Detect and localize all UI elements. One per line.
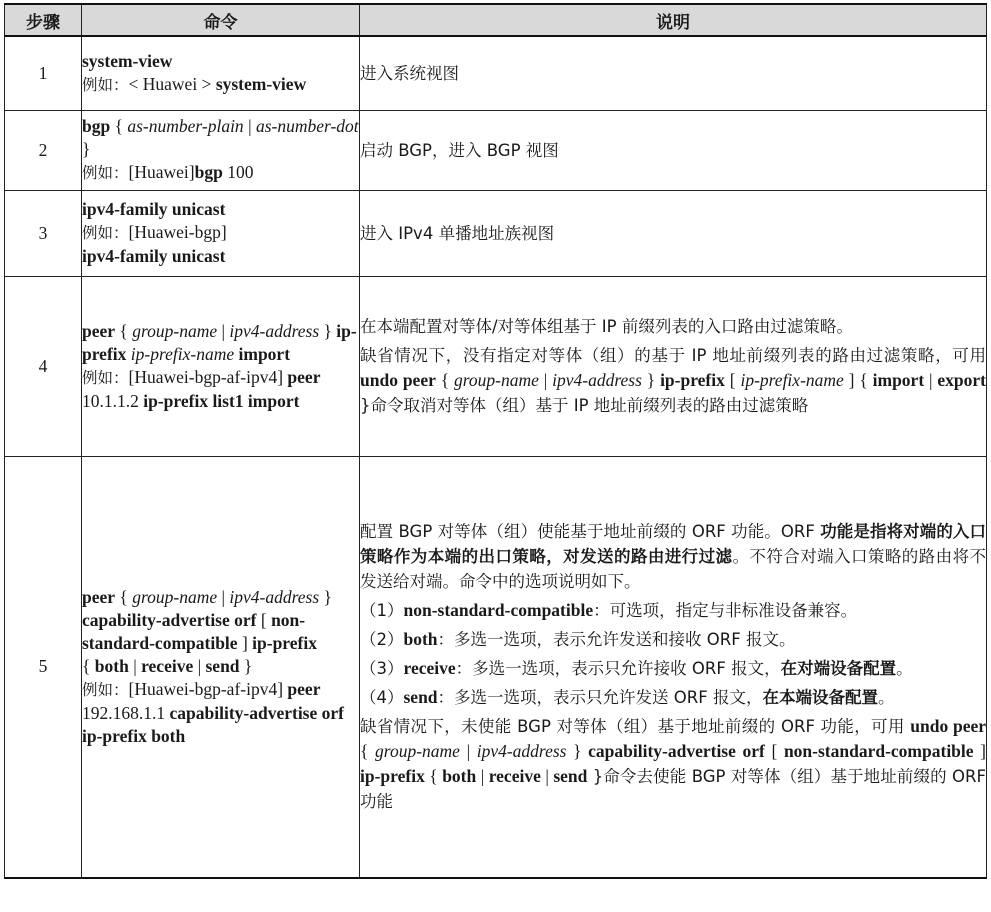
- command-keyword: send: [553, 766, 588, 787]
- param: ipv4-address: [229, 320, 320, 341]
- param: as-number-dot: [255, 116, 359, 136]
- command-keyword: receive: [141, 655, 194, 676]
- command-keyword: capability-advertise orf: [588, 741, 765, 762]
- command-keyword: both: [403, 629, 438, 650]
- command-keyword: receive: [488, 766, 541, 787]
- option-number: （4）: [360, 688, 404, 708]
- param: ipv4-address: [476, 741, 567, 762]
- example-label: 例如：: [82, 164, 129, 182]
- desc-text: 缺省情况下，没有指定对等体（组）的基于 IP 地址前缀列表的路由过滤策略，可用: [360, 346, 986, 365]
- command-keyword: peer: [287, 678, 321, 699]
- syntax-pipe: |: [459, 741, 477, 762]
- value: 192.168.1.1: [82, 702, 170, 723]
- option-number: （3）: [360, 659, 404, 679]
- command-keyword: system-view: [82, 50, 173, 71]
- option-item: [360, 598, 986, 623]
- command-keyword: peer: [287, 366, 321, 387]
- param: group-name: [454, 370, 539, 390]
- syntax-pipe: |: [538, 370, 553, 390]
- table-row: [5, 276, 987, 456]
- step-number: 4: [5, 276, 82, 456]
- desc-emphasis: 在本端设备配置: [762, 688, 878, 708]
- command-keyword: ipv4-family unicast: [82, 246, 226, 266]
- option-number: （1）: [360, 601, 404, 621]
- prompt: [Huawei-bgp]: [128, 222, 227, 242]
- prompt: < Huawei >: [128, 73, 216, 94]
- command-keyword: both: [442, 766, 477, 787]
- header-step: 步骤: [5, 4, 82, 36]
- param: group-name: [132, 320, 218, 341]
- step-number: 2: [5, 110, 82, 190]
- param: ipv4-address: [552, 370, 642, 390]
- param: ip-prefix-name: [130, 343, 235, 364]
- command-keyword: ip-prefix: [82, 320, 357, 364]
- value: 100: [222, 162, 254, 182]
- syntax-pipe: |: [540, 766, 554, 787]
- param: as-number-plain: [127, 116, 244, 136]
- command-keyword: non-standard-compatible: [783, 741, 974, 762]
- syntax-brace: {: [115, 586, 133, 607]
- table-row: [5, 36, 987, 110]
- command-keyword: bgp: [194, 162, 223, 182]
- param: group-name: [375, 741, 460, 762]
- syntax-bracket: [: [764, 741, 784, 762]
- header-description: 说明: [360, 4, 987, 36]
- command-keyword: send: [205, 655, 240, 676]
- syntax-pipe: |: [924, 370, 938, 390]
- command-keyword: ip-prefix: [360, 766, 425, 787]
- example-label: 例如：: [82, 75, 129, 94]
- command-keyword: capability-advertise orf ip-prefix both: [82, 702, 344, 746]
- desc-text: ：多选一选项，表示只允许发送 ORF 报文，: [437, 688, 763, 708]
- param: ip-prefix-name: [740, 370, 844, 390]
- command-keyword: ip-prefix list1 import: [143, 390, 300, 411]
- step-number: 3: [5, 190, 82, 276]
- desc-text: }命令去使能 BGP 对等体（组）基于地址前缀的 ORF 功能: [360, 767, 986, 812]
- syntax-pipe: |: [193, 655, 206, 676]
- desc-text: 。: [896, 659, 913, 679]
- syntax-bracket: [: [256, 609, 272, 630]
- desc-text: ：可选项，指定与非标准设备兼容。: [593, 601, 858, 621]
- syntax-brace: {: [435, 370, 454, 390]
- desc-text: 缺省情况下，未使能 BGP 对等体（组）基于地址前缀的 ORF 功能，可用: [360, 717, 911, 737]
- command-keyword: peer: [82, 320, 116, 341]
- example-label: 例如：: [82, 368, 129, 387]
- option-item: [360, 627, 986, 652]
- syntax-brace: }: [319, 320, 337, 341]
- config-steps-table: [4, 3, 987, 879]
- desc-text: 。: [877, 688, 895, 708]
- table-row: [5, 456, 987, 878]
- table-row: [5, 190, 987, 276]
- param: group-name: [132, 586, 218, 607]
- syntax-brace: }: [319, 586, 332, 607]
- desc-text: }命令取消对等体（组）基于 IP 地址前缀列表的路由过滤策略: [360, 396, 809, 415]
- example-label: 例如：: [82, 224, 129, 242]
- command-keyword: receive: [403, 658, 456, 679]
- syntax-brace: {: [110, 116, 128, 136]
- command-cell: [82, 190, 360, 276]
- command-keyword: undo peer: [910, 716, 986, 737]
- desc-emphasis: 在对端设备配置: [780, 659, 897, 679]
- syntax-brace: {: [115, 320, 133, 341]
- syntax-brace: }: [239, 655, 253, 676]
- command-cell: [82, 110, 360, 190]
- description-cell: [360, 456, 987, 878]
- syntax-brace: }: [641, 370, 661, 390]
- param: ipv4-address: [229, 586, 320, 607]
- example-label: 例如：: [82, 680, 129, 699]
- command-cell: [82, 276, 360, 456]
- command-keyword: non-standard-compatible: [403, 600, 594, 621]
- description-cell: 进入系统视图: [360, 36, 987, 110]
- desc-text: ：多选一选项，表示允许发送和接收 ORF 报文。: [437, 630, 796, 650]
- value: 10.1.1.2: [82, 390, 144, 411]
- command-keyword: send: [403, 687, 438, 708]
- desc-text: 。不符合对端入口策略的路由将不发送给对端。命令中的选项说明如下。: [360, 547, 987, 592]
- prompt: [Huawei]: [128, 162, 195, 182]
- description-paragraph: [360, 519, 986, 594]
- command-cell: [82, 456, 360, 878]
- syntax-bracket: [: [724, 370, 741, 390]
- syntax-bracket: ] {: [843, 370, 873, 390]
- syntax-bracket: ]: [973, 741, 986, 762]
- prompt: [Huawei-bgp-af-ipv4]: [128, 366, 288, 387]
- desc-emphasis: 功能是指将对端的入口策略作为本端的出口策略，对发送的路由进行过滤: [360, 522, 987, 567]
- syntax-brace: {: [360, 741, 376, 762]
- syntax-bracket: ]: [237, 632, 253, 653]
- desc-text: ：多选一选项，表示只允许接收 ORF 报文，: [455, 659, 781, 679]
- syntax-pipe: |: [128, 655, 142, 676]
- command-keyword: bgp: [82, 116, 111, 136]
- description-paragraph: [360, 714, 986, 814]
- description-cell: 进入 IPv4 单播地址族视图: [360, 190, 987, 276]
- description-paragraph: [360, 343, 986, 418]
- command-keyword: ip-prefix: [660, 370, 725, 390]
- command-keyword: ipv4-family unicast: [82, 199, 226, 219]
- desc-text: 配置 BGP 对等体（组）使能基于地址前缀的 ORF 功能。ORF: [360, 522, 821, 542]
- command-keyword: system-view: [215, 73, 307, 94]
- command-keyword: undo peer: [360, 370, 436, 390]
- description-paragraph: 在本端配置对等体/对等体组基于 IP 前缀列表的入口路由过滤策略。: [360, 317, 853, 336]
- table-row: [5, 110, 987, 190]
- command-keyword: capability-advertise orf: [82, 609, 257, 630]
- command-keyword: import: [872, 370, 925, 390]
- syntax-pipe: |: [217, 320, 230, 341]
- option-number: （2）: [360, 630, 404, 650]
- step-number: 5: [5, 456, 82, 878]
- header-command: 命令: [82, 4, 360, 36]
- description-cell: [360, 276, 987, 456]
- option-item: [360, 656, 986, 681]
- command-keyword: peer: [82, 586, 116, 607]
- command-keyword: both: [94, 655, 129, 676]
- command-cell: [82, 36, 360, 110]
- command-keyword: ip-prefix: [252, 632, 317, 653]
- syntax-pipe: |: [243, 116, 256, 136]
- syntax-brace: {: [82, 655, 95, 676]
- syntax-brace: {: [424, 766, 443, 787]
- syntax-pipe: |: [217, 586, 230, 607]
- step-number: 1: [5, 36, 82, 110]
- description-cell: 启动 BGP，进入 BGP 视图: [360, 110, 987, 190]
- syntax-pipe: |: [476, 766, 489, 787]
- syntax-brace: }: [566, 741, 589, 762]
- table-header-row: [5, 4, 987, 36]
- syntax-brace: }: [82, 139, 91, 159]
- command-keyword: export: [937, 370, 987, 390]
- command-keyword: non-standard-compatible: [82, 609, 306, 653]
- command-keyword: import: [238, 343, 291, 364]
- option-item: [360, 685, 986, 710]
- prompt: [Huawei-bgp-af-ipv4]: [128, 678, 288, 699]
